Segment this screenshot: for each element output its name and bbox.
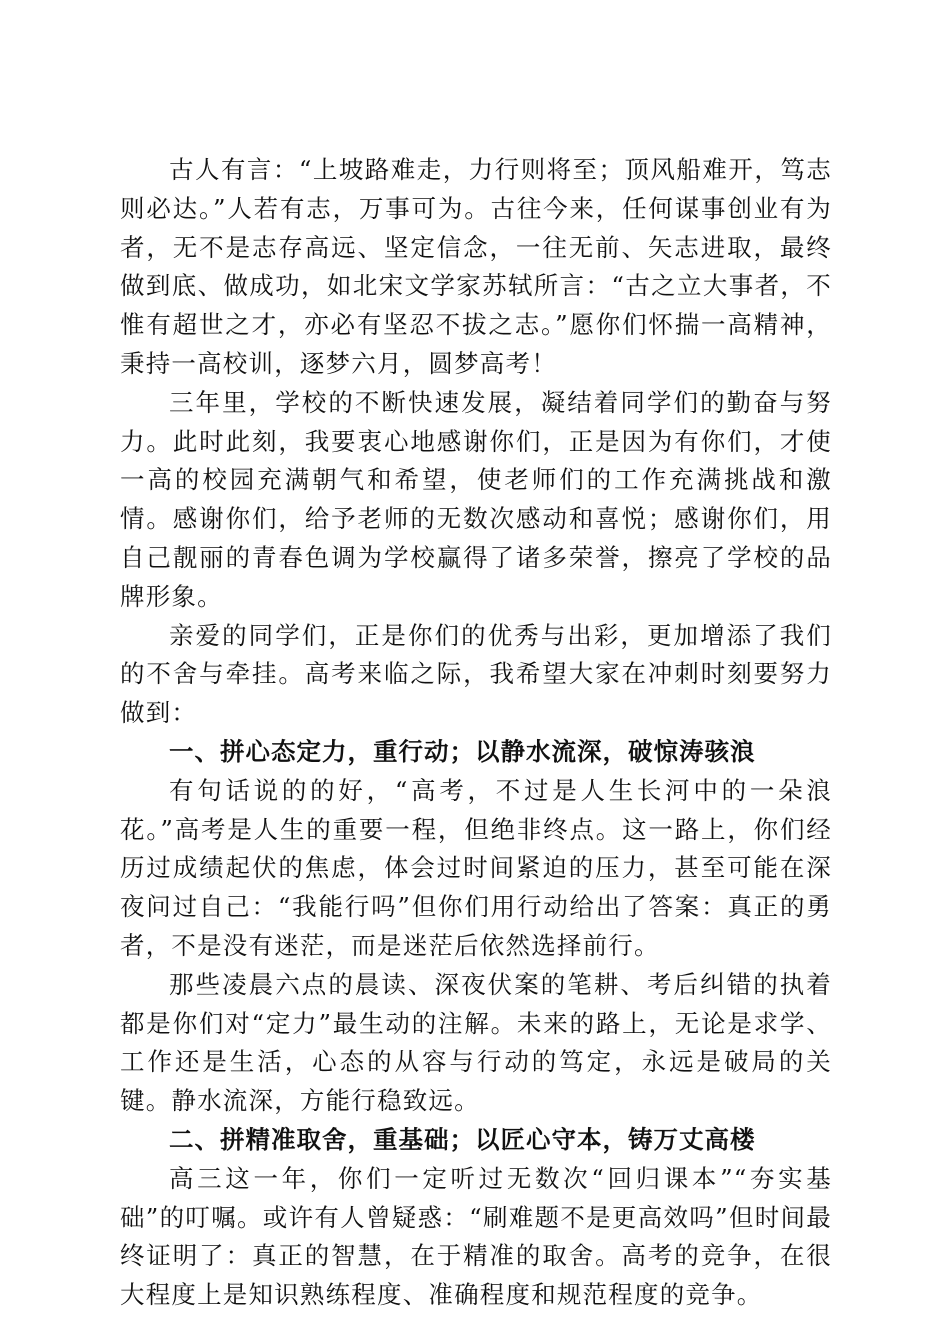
paragraph-6: 高三这一年，你们一定听过无数次“回归课本”“夯实基础”的叮嘱。或许有人曾疑惑：“刷难题不是更高效吗”但时间最终证明了：真正的智慧，在于精准的取舍。高考的竞争，在很大程度上是知识熟练程度、准确程度和规范程度的竞争。	[120, 1163, 832, 1310]
paragraph-3: 亲爱的同学们，正是你们的优秀与出彩，更加增添了我们的不舍与牵挂。高考来临之际，我希望大家在冲刺时刻要努力做到：	[120, 620, 832, 728]
paragraph-4: 有句话说的的好，“高考，不过是人生长河中的一朵浪花。”高考是人生的重要一程，但绝非终点。这一路上，你们经历过成绩起伏的焦虑，体会过时间紧迫的压力，甚至可能在深夜问过自己：“我能行吗”但你们用行动给出了答案：真正的勇者，不是没有迷茫，而是迷茫后依然选择前行。	[120, 775, 832, 960]
paragraph-2: 三年里，学校的不断快速发展，凝结着同学们的勤奋与努力。此时此刻，我要衷心地感谢你们，正是因为有你们，才使一高的校园充满朝气和希望，使老师们的工作充满挑战和激情。感谢你们，给予老师的无数次感动和喜悦；感谢你们，用自己靓丽的青春色调为学校赢得了诸多荣誉，擦亮了学校的品牌形象。	[120, 387, 832, 611]
paragraph-1: 古人有言：“上坡路难走，力行则将至；顶风船难开，笃志则必达。”人若有志，万事可为。古往今来，任何谋事创业有为者，无不是志存高远、坚定信念，一往无前、矢志进取，最终做到底、做成功，如北宋文学家苏轼所言：“古之立大事者，不惟有超世之才，亦必有坚忍不拔之志。”愿你们怀揣一高精神，秉持一高校训，逐梦六月，圆梦高考！	[120, 155, 832, 378]
section-heading-1: 一、拼心态定力，重行动；以静水流深，破惊涛骇浪	[169, 736, 756, 766]
document-body	[120, 151, 832, 1315]
paragraph-5: 那些凌晨六点的晨读、深夜伏案的笔耕、考后纠错的执着都是你们对“定力”最生动的注解。未来的路上，无论是求学、工作还是生活，心态的从容与行动的笃定，永远是破局的关键。静水流深，方能行稳致远。	[120, 969, 832, 1116]
section-heading-2: 二、拼精准取舍，重基础；以匠心守本，铸万丈高楼	[169, 1124, 756, 1154]
